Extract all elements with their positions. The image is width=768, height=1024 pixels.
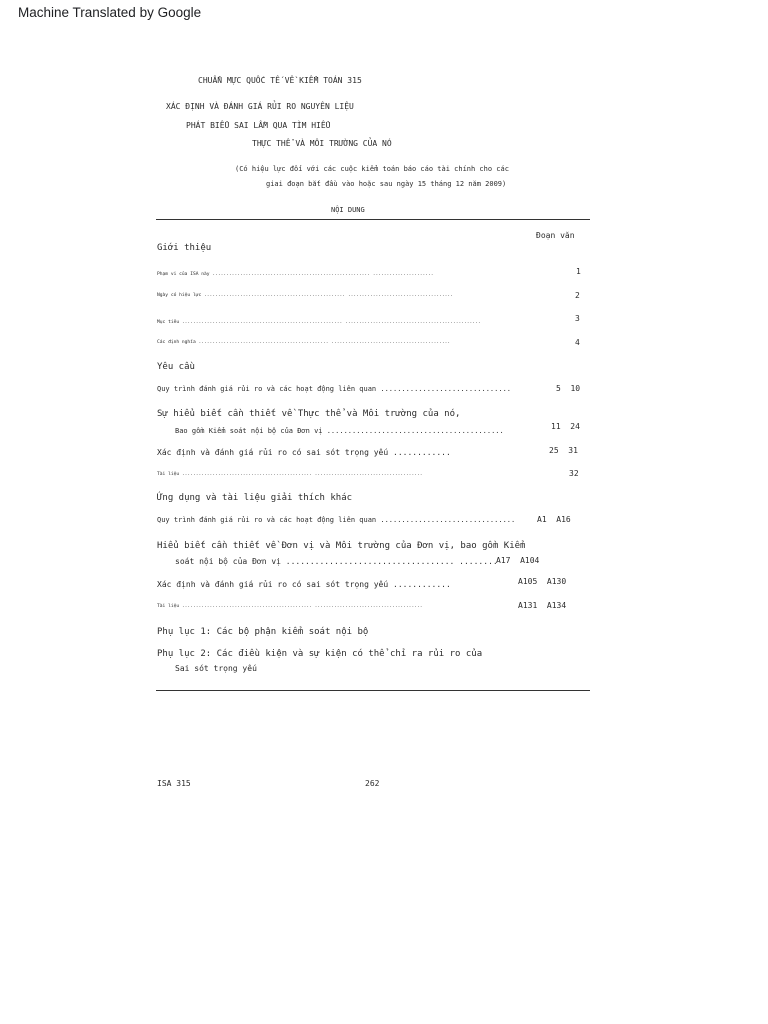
- effective-note-line-1: (Có hiệu lực đối với các cuộc kiểm toán báo cáo tài chính cho các: [235, 165, 509, 173]
- paragraph-column-header: Đoạn văn: [536, 231, 575, 240]
- toc-entry-app-understanding-number: A17 A104: [496, 556, 540, 565]
- toc-entry-req-documentation-number: 32: [569, 469, 579, 478]
- toc-entry-app-risk-assessment: Quy trình đánh giá rủi ro và các hoạt động liên quan ................................: [157, 516, 516, 524]
- toc-entry-req-understanding-number: 11 24: [551, 422, 580, 431]
- section-application: Ứng dụng và tài liệu giải thích khác: [157, 493, 353, 503]
- toc-entry-effective-date-number: 2: [575, 291, 580, 300]
- toc-entry-app-identify: Xác định và đánh giá rủi ro có sai sót trọng yếu ............: [157, 580, 451, 589]
- toc-entry-app-documentation-number: A131 A134: [518, 601, 567, 610]
- toc-entry-req-identify: Xác định và đánh giá rủi ro có sai sót trọng yếu ............: [157, 448, 451, 457]
- machine-translated-banner: Machine Translated by Google: [18, 5, 202, 20]
- section-introduction: Giới thiệu: [157, 243, 212, 253]
- toc-entry-app-understanding: Hiểu biết cần thiết về Đơn vị và Môi trường của Đơn vị, bao gồm Kiểm: [157, 541, 526, 551]
- top-divider: [156, 219, 590, 220]
- toc-entry-definitions-number: 4: [575, 338, 580, 347]
- title-line-4: THỰC THỂ VÀ MÔI TRƯỜNG CỦA NÓ: [252, 139, 392, 148]
- toc-entry-req-understanding: Sự hiểu biết cần thiết về Thực thể và Môi trường của nó,: [157, 409, 461, 419]
- toc-entry-scope-number: 1: [576, 267, 581, 276]
- title-line-3: PHÁT BIỂU SAI LẦM QUA TÌM HIỂU: [186, 121, 331, 130]
- toc-entry-objective-number: 3: [575, 314, 580, 323]
- toc-appendix-1: Phụ lục 1: Các bộ phận kiểm soát nội bộ: [157, 627, 369, 637]
- bottom-divider: [156, 690, 590, 691]
- toc-entry-app-understanding-cont: soát nội bộ của Đơn vị ................................... ........: [175, 557, 498, 566]
- toc-appendix-2: Phụ lục 2: Các điều kiện và sự kiện có thể chỉ ra rủi ro của: [157, 649, 483, 659]
- toc-entry-app-documentation: Tài liệu ............................................... .......................................: [157, 604, 423, 609]
- footer-standard-label: ISA 315: [157, 779, 191, 788]
- toc-entry-objective: Mục tiêu .......................................................... .................................................: [157, 320, 481, 325]
- toc-appendix-2-cont: Sai sót trọng yếu: [175, 664, 257, 673]
- section-requirements: Yêu cầu: [157, 362, 195, 372]
- toc-entry-req-risk-assessment-number: 5 10: [556, 384, 581, 393]
- toc-entry-req-risk-assessment: Quy trình đánh giá rủi ro và các hoạt động liên quan ...............................: [157, 385, 512, 393]
- standard-title: CHUẨN MỰC QUỐC TẾ VỀ KIỂM TOÁN 315: [198, 76, 362, 85]
- toc-entry-definitions: Các định nghĩa ............................................... ...........................................: [157, 340, 451, 345]
- effective-note-line-2: giai đoạn bắt đầu vào hoặc sau ngày 15 tháng 12 năm 2009): [266, 180, 507, 188]
- toc-entry-app-risk-assessment-number: A1 A16: [537, 515, 571, 524]
- toc-entry-req-identify-number: 25 31: [549, 446, 578, 455]
- title-line-2: XÁC ĐỊNH VÀ ĐÁNH GIÁ RỦI RO NGUYÊN LIỆU: [166, 102, 354, 111]
- contents-heading: NỘI DUNG: [331, 206, 365, 214]
- toc-entry-req-documentation: Tài liệu ............................................... .......................................: [157, 472, 423, 477]
- toc-entry-scope: Phạm vi của ISA này ......................................................... ......................: [157, 272, 434, 277]
- toc-entry-req-understanding-cont: Bao gồm Kiểm soát nội bộ của Đơn vị ..........................................: [175, 427, 504, 435]
- page-number: 262: [365, 779, 380, 788]
- toc-entry-effective-date: Ngày có hiệu lực ................................................... ......................................: [157, 293, 453, 298]
- toc-entry-app-identify-number: A105 A130: [518, 577, 567, 586]
